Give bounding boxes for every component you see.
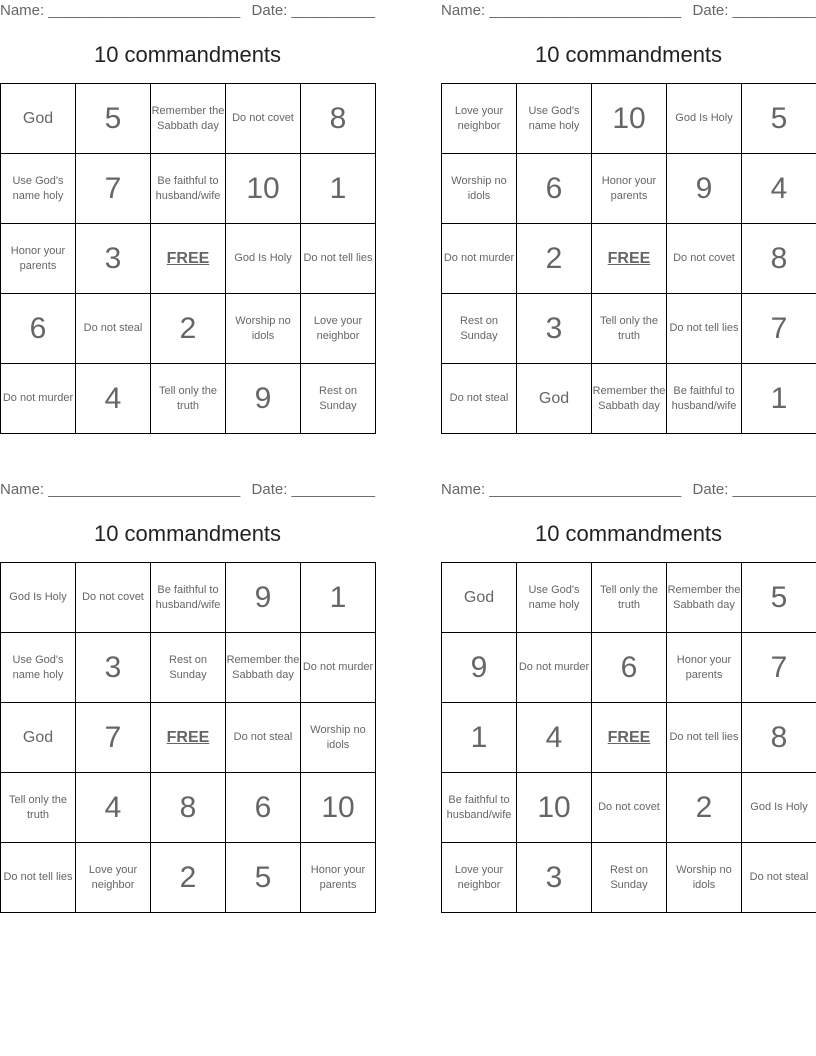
bingo-grid [0, 83, 376, 434]
grid-cell: Be faithful to husband/wife [442, 773, 517, 843]
grid-cell: Love your neighbor [442, 843, 517, 913]
grid-cell: Do not steal [742, 843, 816, 913]
bingo-card [0, 0, 375, 415]
bingo-card [441, 0, 816, 415]
grid-cell: Tell only the truth [151, 364, 226, 434]
grid-cell: Do not tell lies [301, 224, 376, 294]
grid-cell: 10 [226, 154, 301, 224]
grid-cell: God Is Holy [667, 84, 742, 154]
grid-cell: Do not steal [442, 364, 517, 434]
grid-cell: Do not steal [226, 703, 301, 773]
grid-row [1, 563, 376, 633]
card-header [441, 0, 816, 22]
grid-cell: Worship no idols [667, 843, 742, 913]
grid-cell: Love your neighbor [301, 294, 376, 364]
grid-cell: Rest on Sunday [592, 843, 667, 913]
grid-cell: Tell only the truth [1, 773, 76, 843]
grid-cell: Rest on Sunday [442, 294, 517, 364]
grid-cell: Be faithful to husband/wife [151, 563, 226, 633]
grid-cell: 4 [742, 154, 816, 224]
name-field-label: Name: _______________________ [0, 481, 241, 498]
name-field-label: Name: _______________________ [441, 481, 682, 498]
grid-cell: Honor your parents [667, 633, 742, 703]
grid-cell: Use God's name holy [517, 84, 592, 154]
grid-cell: 2 [517, 224, 592, 294]
grid-cell: Do not covet [592, 773, 667, 843]
bingo-grid [0, 562, 376, 913]
grid-row [442, 224, 816, 294]
grid-row [1, 84, 376, 154]
free-space: FREE [151, 224, 226, 294]
grid-cell: 3 [76, 224, 151, 294]
date-field-label: Date: __________ [251, 481, 375, 498]
grid-cell: Do not murder [517, 633, 592, 703]
card-title: 10 commandments [93, 521, 282, 546]
grid-cell: 10 [517, 773, 592, 843]
grid-cell: Do not tell lies [667, 294, 742, 364]
grid-cell: 2 [667, 773, 742, 843]
grid-cell: Tell only the truth [592, 563, 667, 633]
grid-cell: Use God's name holy [517, 563, 592, 633]
grid-row [442, 364, 816, 434]
grid-cell: 8 [742, 703, 816, 773]
grid-cell: Use God's name holy [1, 154, 76, 224]
grid-cell: 1 [442, 703, 517, 773]
grid-row [442, 703, 816, 773]
grid-cell: 8 [151, 773, 226, 843]
grid-cell: 1 [301, 154, 376, 224]
grid-cell: 1 [742, 364, 816, 434]
grid-cell: 4 [76, 364, 151, 434]
grid-cell: Use God's name holy [1, 633, 76, 703]
date-field-label: Date: __________ [251, 2, 375, 19]
grid-cell: 10 [301, 773, 376, 843]
grid-cell: Rest on Sunday [301, 364, 376, 434]
grid-row [442, 294, 816, 364]
grid-cell: Be faithful to husband/wife [151, 154, 226, 224]
bingo-grid [441, 562, 816, 913]
grid-row [442, 84, 816, 154]
grid-cell: Do not murder [442, 224, 517, 294]
grid-cell: Tell only the truth [592, 294, 667, 364]
grid-row [442, 563, 816, 633]
free-space: FREE [592, 224, 667, 294]
grid-cell: 3 [76, 633, 151, 703]
bingo-card [0, 479, 375, 894]
grid-cell: Honor your parents [1, 224, 76, 294]
grid-cell: 4 [76, 773, 151, 843]
grid-row [1, 224, 376, 294]
grid-row [1, 154, 376, 224]
grid-cell: Do not tell lies [667, 703, 742, 773]
grid-row [442, 633, 816, 703]
grid-row [442, 154, 816, 224]
grid-cell: 5 [76, 84, 151, 154]
grid-cell: 6 [592, 633, 667, 703]
grid-cell: God [1, 84, 76, 154]
grid-cell: Honor your parents [301, 843, 376, 913]
name-field-label: Name: _______________________ [441, 2, 682, 19]
grid-cell: God [517, 364, 592, 434]
grid-cell: Rest on Sunday [151, 633, 226, 703]
card-header [0, 0, 375, 22]
grid-cell: 4 [517, 703, 592, 773]
grid-cell: 6 [1, 294, 76, 364]
grid-cell: Do not covet [226, 84, 301, 154]
card-header [441, 479, 816, 501]
grid-cell: 6 [226, 773, 301, 843]
name-field-label: Name: _______________________ [0, 2, 241, 19]
grid-cell: Love your neighbor [76, 843, 151, 913]
grid-cell: 5 [226, 843, 301, 913]
grid-cell: 6 [517, 154, 592, 224]
card-title: 10 commandments [93, 42, 282, 67]
grid-cell: 9 [226, 563, 301, 633]
grid-cell: 2 [151, 843, 226, 913]
grid-cell: Worship no idols [442, 154, 517, 224]
grid-cell: God Is Holy [1, 563, 76, 633]
grid-cell: God [1, 703, 76, 773]
grid-row [1, 773, 376, 843]
grid-cell: Do not murder [1, 364, 76, 434]
card-title: 10 commandments [534, 521, 723, 546]
card-title: 10 commandments [534, 42, 723, 67]
grid-cell: Do not covet [667, 224, 742, 294]
grid-cell: Remember the Sabbath day [667, 563, 742, 633]
date-field-label: Date: __________ [692, 2, 816, 19]
grid-cell: 2 [151, 294, 226, 364]
grid-cell: Remember the Sabbath day [151, 84, 226, 154]
grid-cell: Do not steal [76, 294, 151, 364]
grid-cell: 10 [592, 84, 667, 154]
grid-cell: 9 [442, 633, 517, 703]
free-space: FREE [151, 703, 226, 773]
grid-cell: Do not covet [76, 563, 151, 633]
grid-cell: Do not tell lies [1, 843, 76, 913]
grid-cell: Honor your parents [592, 154, 667, 224]
grid-cell: Remember the Sabbath day [226, 633, 301, 703]
grid-cell: Love your neighbor [442, 84, 517, 154]
bingo-card [441, 479, 816, 894]
grid-cell: Be faithful to husband/wife [667, 364, 742, 434]
grid-cell: God Is Holy [226, 224, 301, 294]
card-header [0, 479, 375, 501]
grid-cell: God Is Holy [742, 773, 816, 843]
date-field-label: Date: __________ [692, 481, 816, 498]
grid-cell: 5 [742, 84, 816, 154]
grid-row [1, 703, 376, 773]
grid-cell: God [442, 563, 517, 633]
grid-cell: 7 [76, 154, 151, 224]
grid-cell: Remember the Sabbath day [592, 364, 667, 434]
grid-row [1, 364, 376, 434]
grid-cell: 8 [301, 84, 376, 154]
grid-cell: 3 [517, 843, 592, 913]
grid-row [442, 843, 816, 913]
grid-cell: 7 [742, 294, 816, 364]
free-space: FREE [592, 703, 667, 773]
grid-cell: 8 [742, 224, 816, 294]
grid-cell: Worship no idols [226, 294, 301, 364]
grid-cell: 9 [226, 364, 301, 434]
grid-row [1, 294, 376, 364]
grid-cell: Do not murder [301, 633, 376, 703]
grid-row [1, 633, 376, 703]
grid-row [442, 773, 816, 843]
grid-cell: 7 [76, 703, 151, 773]
grid-cell: Worship no idols [301, 703, 376, 773]
grid-cell: 1 [301, 563, 376, 633]
grid-cell: 9 [667, 154, 742, 224]
grid-row [1, 843, 376, 913]
grid-cell: 3 [517, 294, 592, 364]
grid-cell: 5 [742, 563, 816, 633]
bingo-grid [441, 83, 816, 434]
grid-cell: 7 [742, 633, 816, 703]
